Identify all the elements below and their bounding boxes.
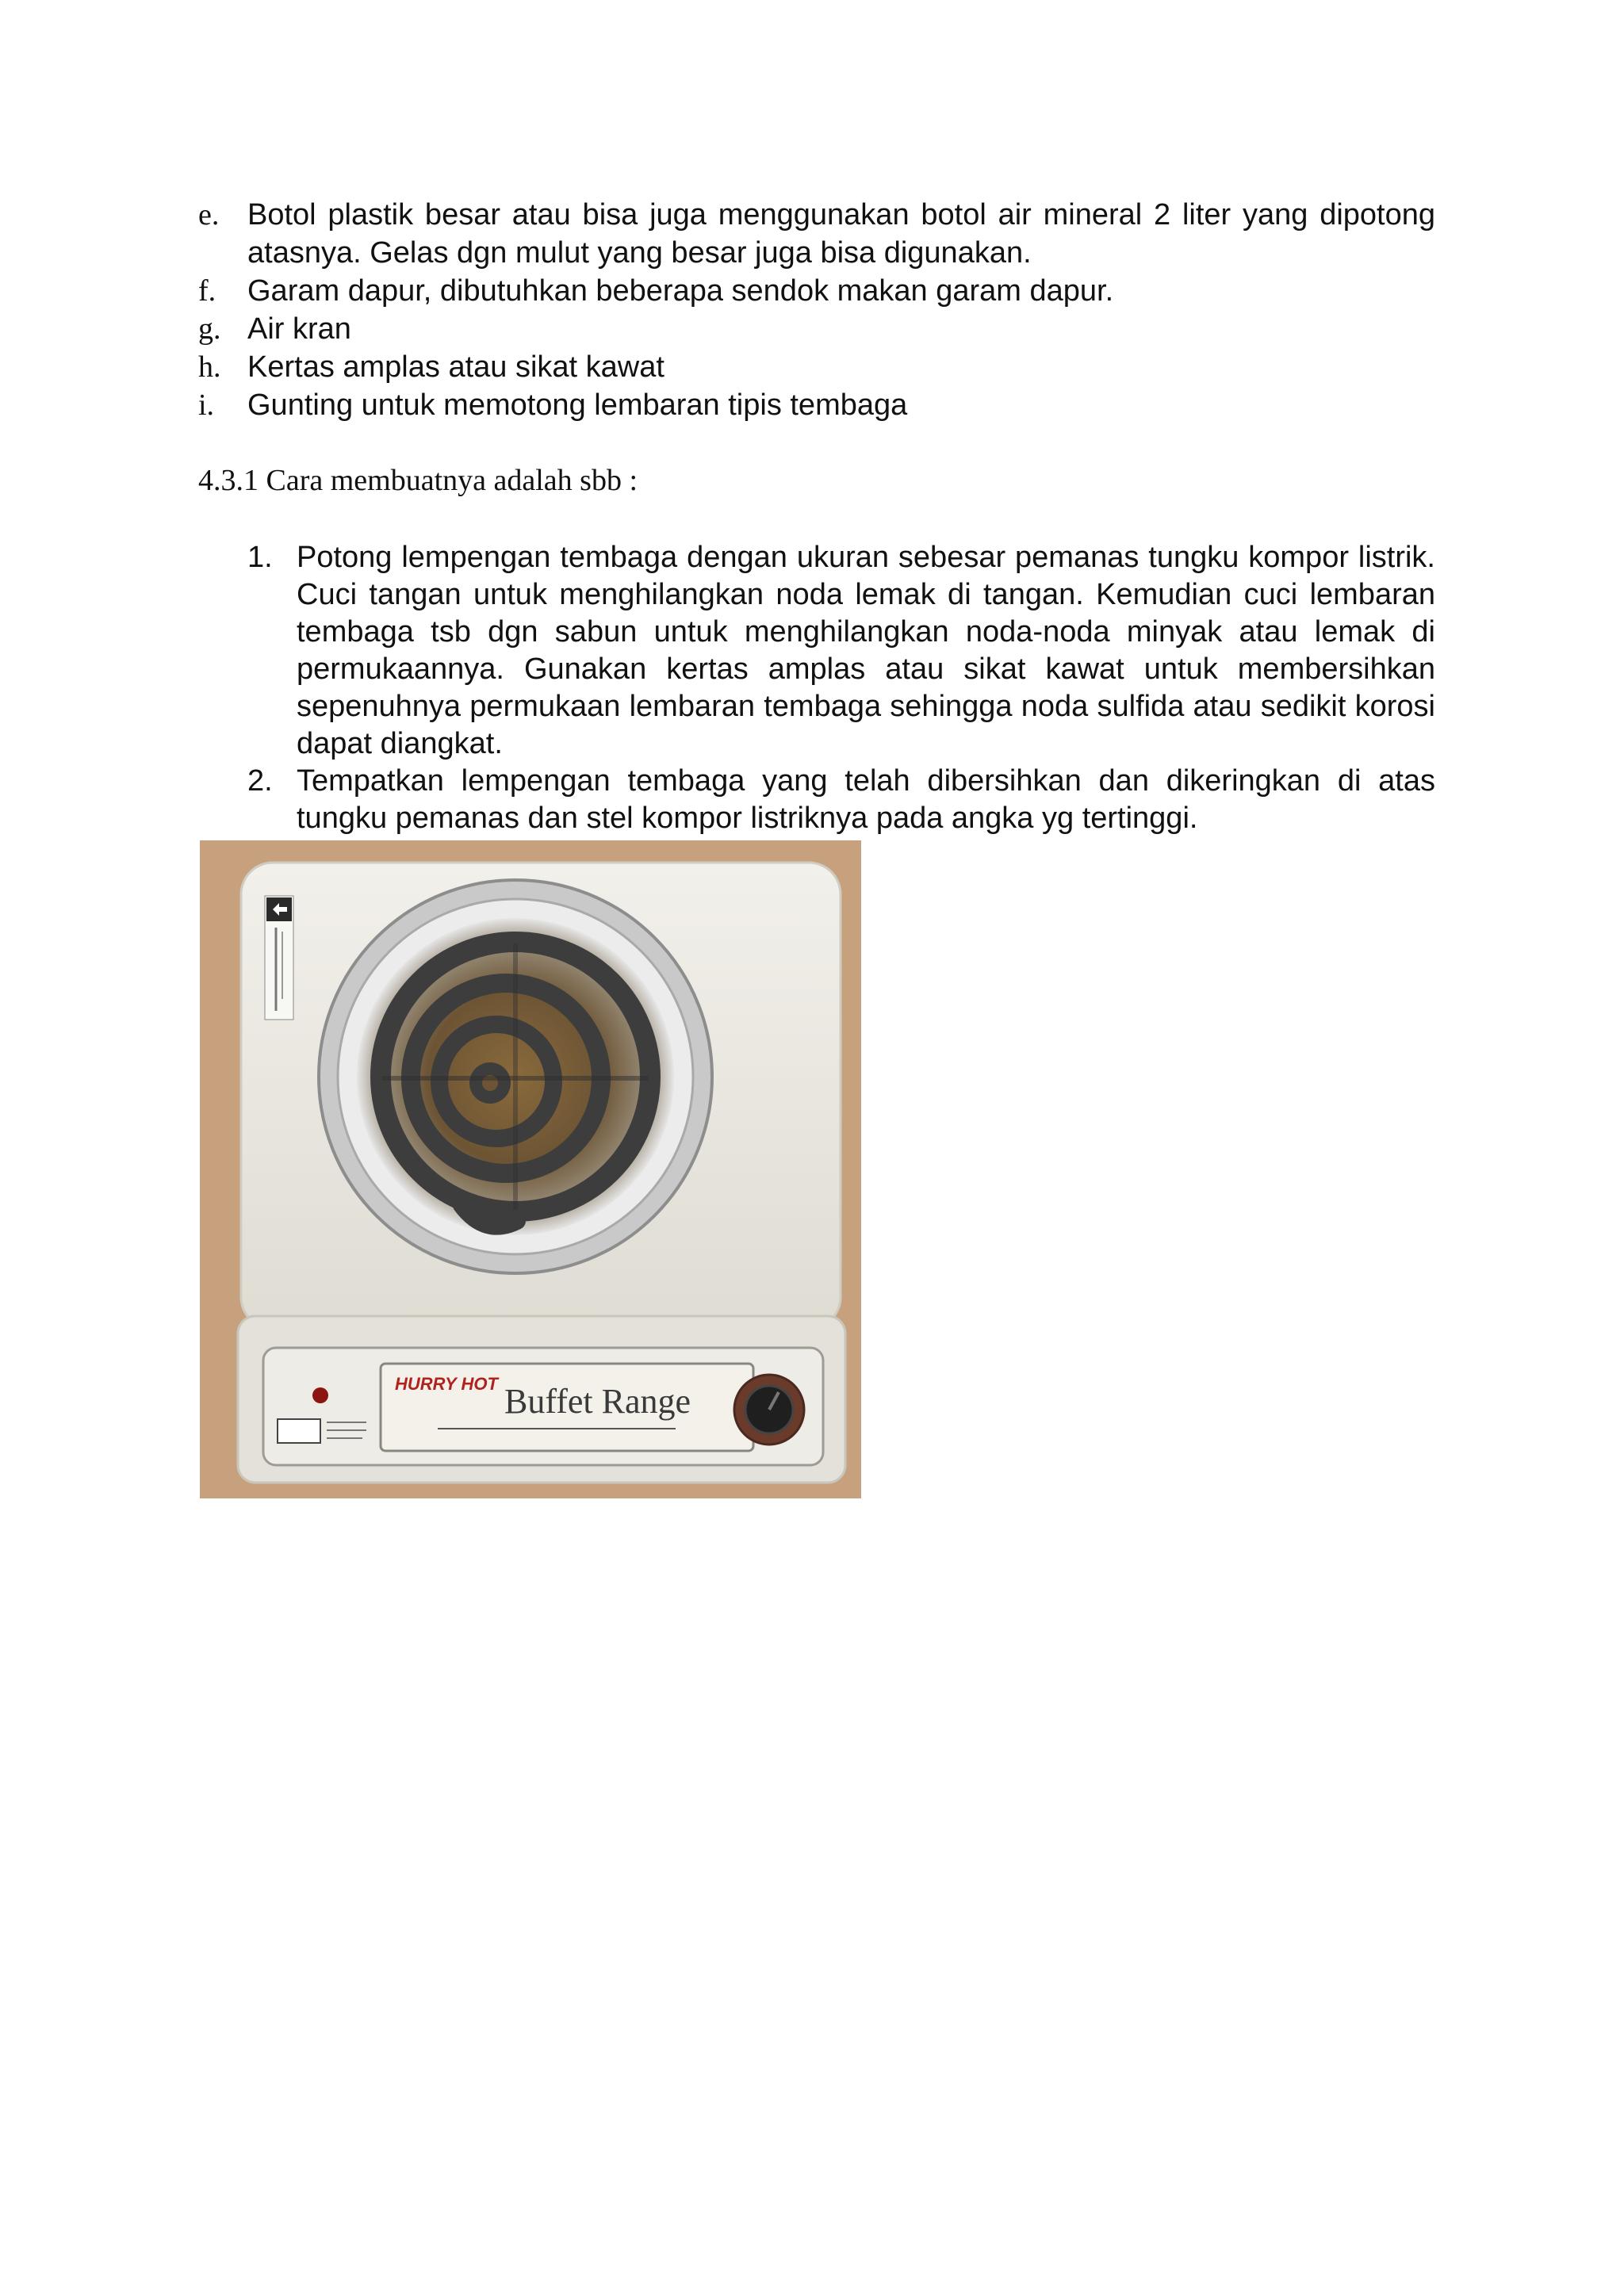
list-marker: e. [198,198,220,232]
rating-plate [278,1419,320,1443]
step-text: Potong lempengan tembaga dengan ukuran sebesar pemanas tungku kompor listrik. Cuci tangan untuk menghilangkan noda lemak di tangan. Kemudian cuci lembaran tembaga tsb dgn sabun untuk menghilangkan noda-noda minyak atau lemak di permukaannya. Gunakan kertas amplas atau sikat kawat untuk membersihkan sepenuhnya permukaan lembaran tembaga sehingga noda sulfida atau sedikit korosi dapat diangkat. [297,541,1435,760]
burner-assembly [319,880,712,1273]
list-item [198,196,1435,272]
list-item-text: Botol plastik besar atau bisa juga menggunakan botol air mineral 2 liter yang dipotong atasnya. Gelas dgn mulut yang besar juga bisa digunakan. [247,198,1435,270]
list-marker: h. [198,350,221,384]
step-item [247,539,1435,763]
brand-logo: HURRY HOT [395,1374,498,1394]
list-item-text: Gunting untuk memotong lembaran tipis tembaga [247,388,908,422]
list-item [198,272,1435,310]
step-number: 1. [247,541,273,574]
control-panel [263,1348,823,1465]
list-item [198,310,1435,348]
list-item-text: Kertas amplas atau sikat kawat [247,350,665,384]
warning-label [265,896,293,1020]
list-marker: g. [198,312,221,346]
list-item-text: Garam dapur, dibutuhkan beberapa sendok makan garam dapur. [247,274,1114,308]
section-heading: 4.3.1 Cara membuatnya adalah sbb : [198,464,638,497]
hot-plate-illustration [200,840,861,1498]
materials-list [198,196,1435,424]
list-item-text: Air kran [247,312,351,346]
steps-list [247,539,1435,837]
list-marker: f. [198,274,216,308]
list-item [198,348,1435,386]
hot-plate-photo [200,840,861,1498]
step-number: 2. [247,764,273,798]
step-text: Tempatkan lempengan tembaga yang telah dibersihkan dan dikeringkan di atas tungku pemanas dan stel kompor listriknya pada angka yg tertinggi. [297,764,1435,835]
indicator-light [312,1387,328,1403]
step-item [247,763,1435,837]
list-marker: i. [198,388,215,422]
list-item [198,386,1435,424]
product-name: Buffet Range [504,1382,691,1421]
